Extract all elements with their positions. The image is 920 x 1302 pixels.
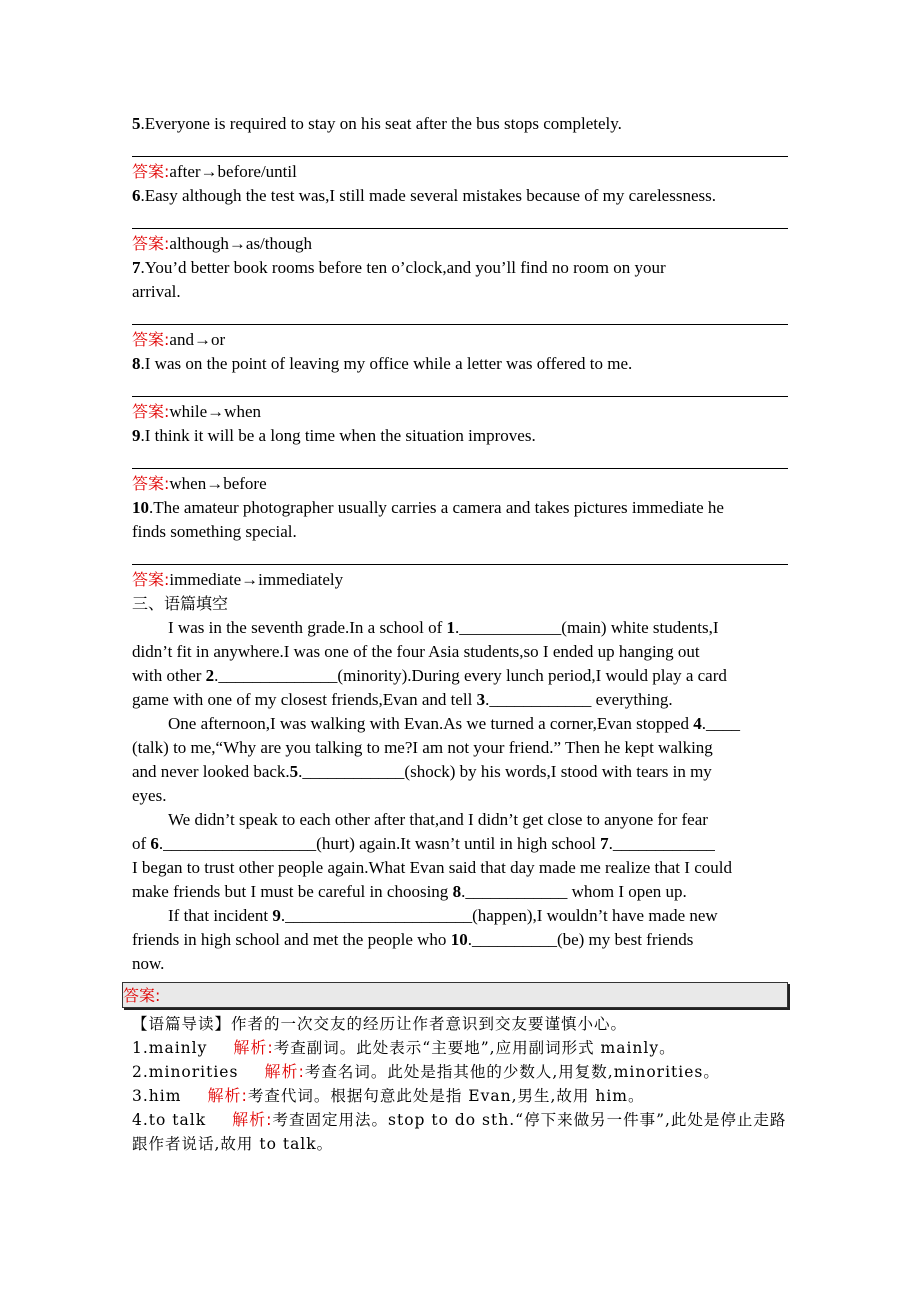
answer-line — [132, 544, 788, 568]
explanation-item — [132, 1060, 788, 1084]
text-segment: .____________(shock) by his words,I stood with tears in my — [298, 762, 712, 781]
text-segment: .__________(be) my best friends — [467, 930, 694, 949]
text-segment: make friends but I must be careful in choosing — [132, 882, 453, 901]
text-segment: .______________________(happen),I wouldn’t have made new — [280, 906, 718, 925]
text-segment: and never looked back. — [132, 762, 290, 781]
passage-line — [132, 520, 788, 544]
answer-line — [132, 136, 788, 160]
explain-label: 解析: — [233, 1038, 274, 1057]
blank-number: 6 — [150, 834, 159, 853]
answer-key: 1.mainly — [132, 1039, 208, 1057]
question-text: .I think it will be a long time when the situation improves. — [140, 426, 536, 445]
passage-line — [132, 832, 788, 856]
document-page — [123, 112, 788, 1156]
passage-line — [132, 760, 788, 784]
text-segment: .____________ everything. — [485, 690, 673, 709]
explanation-item — [132, 1036, 788, 1060]
text-segment: One afternoon,I was walking with Evan.As we turned a corner,Evan stopped — [168, 714, 694, 733]
answer-text: and→or — [169, 330, 226, 349]
answer-text: although→as/though — [169, 234, 313, 253]
text-segment: .__________________(hurt) again.It wasn’t until in high school — [158, 834, 601, 853]
answer-line — [132, 448, 788, 472]
answer-label: 答案: — [132, 474, 170, 493]
section-heading: 三、语篇填空 — [132, 594, 229, 613]
text-segment: 考查代词。根据句意此处是指 Evan,男生,故用 him。 — [247, 1087, 645, 1105]
passage-line — [132, 856, 788, 880]
answer-line-text — [132, 568, 788, 592]
blank-number: 9 — [272, 906, 281, 925]
question-number: 5 — [132, 114, 141, 133]
question-text: .The amateur photographer usually carries a camera and takes pictures immediate he — [149, 498, 724, 517]
answer-key: 4.to talk — [132, 1111, 207, 1129]
answer-text: after→before/until — [169, 162, 297, 181]
text-segment: with other — [132, 666, 206, 685]
question-line — [132, 496, 788, 520]
question-number: 10 — [132, 498, 149, 517]
passage-line — [132, 784, 788, 808]
answer-text: while→when — [169, 402, 261, 421]
answer-key: 3.him — [132, 1087, 182, 1105]
blank-number: 3 — [476, 690, 486, 709]
text-segment: .____________ whom I open up. — [461, 882, 687, 901]
text-segment: If that incident — [168, 906, 273, 925]
text-segment: 【语篇导读】作者的一次交友的经历让作者意识到交友要谨慎小心。 — [132, 1015, 628, 1033]
answer-key: 2.minorities — [132, 1063, 239, 1081]
text-segment: 考查名词。此处是指其他的少数人,用复数,minorities。 — [304, 1063, 720, 1081]
answer-line-text — [132, 232, 788, 256]
answer-label: 答案: — [132, 330, 170, 349]
answer-label: 答案: — [132, 162, 170, 181]
passage-line — [132, 664, 788, 688]
answer-line — [132, 208, 788, 232]
answer-line-text — [132, 472, 788, 496]
passage-line — [132, 688, 788, 712]
question-text: .I was on the point of leaving my office while a letter was offered to me. — [140, 354, 633, 373]
text-segment: .______________(minority).During every lunch period,I would play a card — [214, 666, 727, 685]
text-segment: of — [132, 834, 151, 853]
text-segment: 跟作者说话,故用 to talk。 — [132, 1135, 334, 1153]
text-segment: didn’t fit in anywhere.I was one of the four Asia students,so I ended up hanging out — [132, 642, 700, 661]
passage-line — [132, 280, 788, 304]
explanation-item — [132, 1084, 788, 1108]
passage-line — [132, 712, 788, 736]
passage-line — [132, 808, 788, 832]
answer-line — [132, 376, 788, 400]
question-line — [132, 424, 788, 448]
text-segment: game with one of my closest friends,Evan and tell — [132, 690, 477, 709]
passage-line — [132, 640, 788, 664]
question-text: .You’d better book rooms before ten o’clock,and you’ll find no room on your — [140, 258, 666, 277]
text-segment: eyes. — [132, 786, 167, 805]
answer-text: immediate→immediately — [169, 570, 344, 589]
answer-line-text — [132, 400, 788, 424]
passage-line — [132, 736, 788, 760]
blank-number: 2 — [205, 666, 215, 685]
passage-line — [132, 904, 788, 928]
answer-label: 答案: — [132, 570, 170, 589]
answer-box — [122, 982, 788, 1008]
passage-line — [132, 928, 788, 952]
answer-label: 答案: — [132, 234, 170, 253]
blank-number: 7 — [600, 834, 609, 853]
question-line — [132, 256, 788, 280]
passage-line — [132, 952, 788, 976]
answer-text: when→before — [169, 474, 267, 493]
question-number: 7 — [132, 258, 141, 277]
text-segment: .____________ — [608, 834, 715, 853]
explain-label: 解析: — [264, 1062, 305, 1081]
explain-label: 解析: — [232, 1110, 273, 1129]
question-number: 6 — [132, 186, 141, 205]
question-number: 8 — [132, 354, 141, 373]
text-segment: I was in the seventh grade.In a school of — [168, 618, 447, 637]
text-segment: .____________(main) white students,I — [455, 618, 719, 637]
answer-label: 答案: — [132, 402, 170, 421]
text-segment: 考查副词。此处表示“主要地”,应用副词形式 mainly。 — [273, 1039, 676, 1057]
question-text: .Easy although the test was,I still made several mistakes because of my carelessness. — [140, 186, 716, 205]
answer-line-text — [132, 328, 788, 352]
blank-number: 5 — [289, 762, 299, 781]
blank-number: 1 — [446, 618, 456, 637]
question-line — [132, 352, 788, 376]
text-segment: friends in high school and met the people who — [132, 930, 451, 949]
text-segment: finds something special. — [132, 522, 297, 541]
answer-label: 答案: — [123, 986, 161, 1005]
blank-number: 8 — [452, 882, 462, 901]
question-line — [132, 112, 788, 136]
text-segment: 考查固定用法。stop to do sth.“停下来做另一件事”,此处是停止走路 — [272, 1111, 787, 1129]
text-segment: We didn’t speak to each other after that,and I didn’t get close to anyone for fear — [168, 810, 708, 829]
explanation-line — [132, 1132, 788, 1156]
explanation-item — [132, 1108, 788, 1132]
question-text: .Everyone is required to stay on his seat after the bus stops completely. — [140, 114, 622, 133]
text-segment: .____ — [701, 714, 740, 733]
text-segment: (talk) to me,“Why are you talking to me?I am not your friend.” Then he kept walking — [132, 738, 713, 757]
blank-number: 10 — [450, 930, 468, 949]
answer-line — [132, 304, 788, 328]
explain-label: 解析: — [207, 1086, 248, 1105]
text-segment: arrival. — [132, 282, 181, 301]
passage-line — [132, 616, 788, 640]
explanation-line — [132, 1012, 788, 1036]
question-number: 9 — [132, 426, 141, 445]
text-segment: I began to trust other people again.What Evan said that day made me realize that I could — [132, 858, 732, 877]
answer-line-text — [132, 160, 788, 184]
text-segment: now. — [132, 954, 165, 973]
question-line — [132, 184, 788, 208]
blank-number: 4 — [693, 714, 702, 733]
passage-line — [132, 880, 788, 904]
